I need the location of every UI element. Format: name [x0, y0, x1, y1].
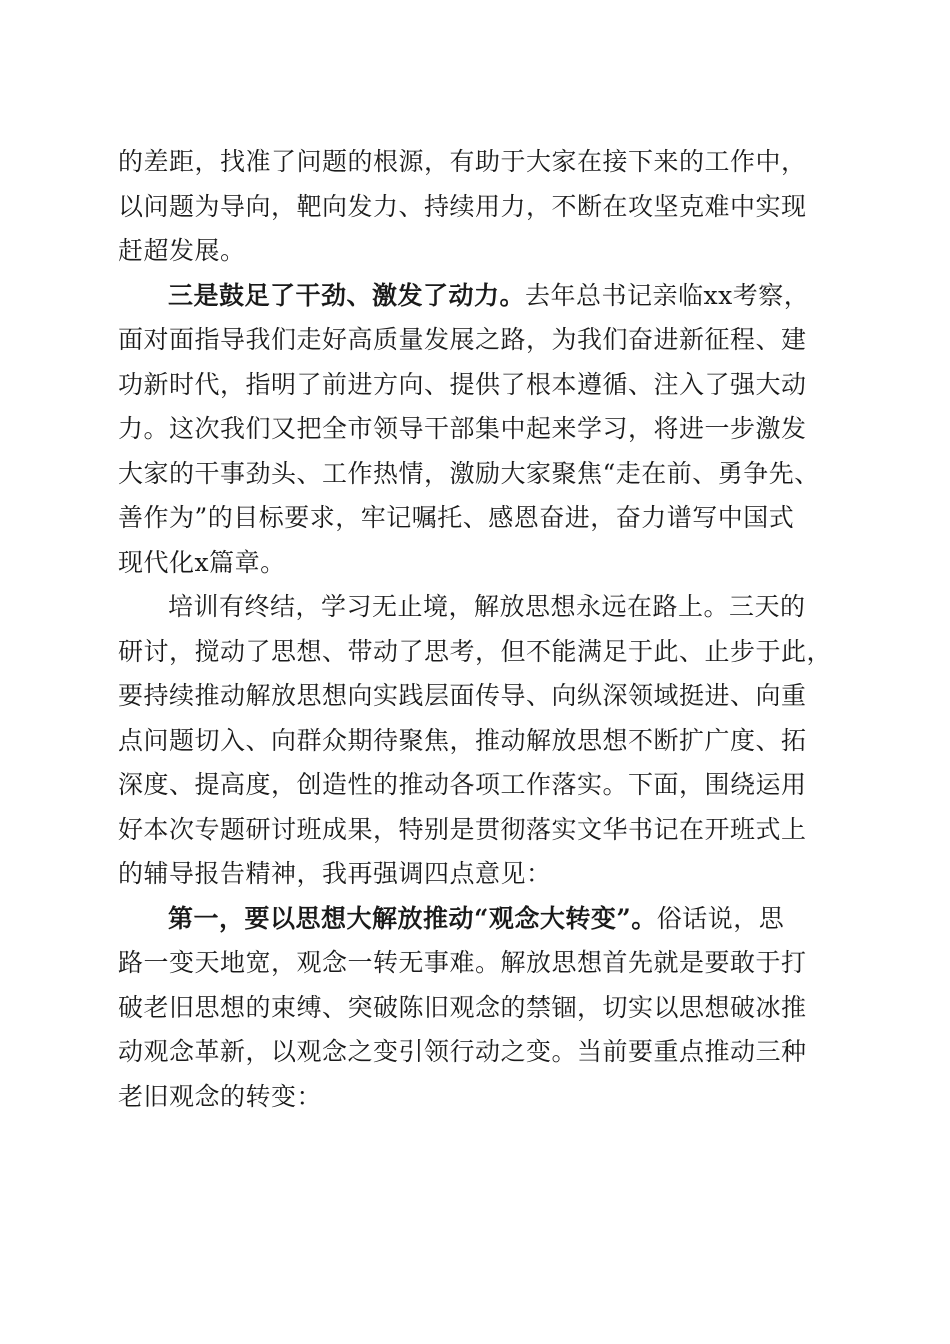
paragraph-4-line: 破老旧思想的束缚、突破陈旧观念的禁锢，切实以思想破冰推 — [118, 992, 807, 1022]
paragraph-4-heading: 第一，要以思想大解放推动“观念大转变”。 — [168, 903, 657, 933]
paragraph-2-first-line — [118, 274, 838, 319]
paragraph-3-line: 研讨，搅动了思想、带动了思考，但不能满足于此、止步于此， — [118, 636, 833, 666]
paragraph-3-line: 好本次专题研讨班成果，特别是贯彻落实文华书记在开班式上 — [118, 814, 807, 844]
paragraph-1-line: 以问题为导向，靶向发力、持续用力，不断在攻坚克难中实现 — [118, 191, 807, 221]
paragraph-3-first-line: 培训有终结，学习无止境，解放思想永远在路上。三天的 — [168, 592, 806, 621]
paragraph-3-line: 点问题切入、向群众期待聚焦，推动解放思想不断扩广度、拓 — [118, 725, 807, 755]
paragraph-2-line: 现代化x篇章。 — [118, 547, 286, 577]
paragraph-2-line: 善作为”的目标要求，牢记嘱托、感恩奋进，奋力谱写中国式 — [118, 503, 795, 532]
paragraph-2-line: 力。这次我们又把全市领导干部集中起来学习，将进一步激发 — [118, 414, 807, 443]
paragraph-2-heading: 三是鼓足了干劲、激发了动力。 — [168, 280, 526, 310]
paragraph-4-first-line-rest: 俗话说，思 — [656, 903, 785, 933]
paragraph-4-line: 路一变天地宽，观念一转无事难。解放思想首先就是要敢于打 — [118, 948, 807, 977]
paragraph-4-line: 老旧观念的转变： — [118, 1081, 323, 1111]
paragraph-3-line: 深度、提高度，创造性的推动各项工作落实。下面，围绕运用 — [118, 770, 807, 799]
paragraph-1-line: 赶超发展。 — [118, 236, 246, 265]
paragraph-4-line: 动观念革新，以观念之变引领行动之变。当前要重点推动三种 — [118, 1037, 807, 1066]
paragraph-2-line: 面对面指导我们走好高质量发展之路，为我们奋进新征程、建 — [118, 325, 807, 354]
body-text — [118, 140, 838, 1119]
paragraph-3-line: 要持续推动解放思想向实践层面传导、向纵深领域挺进、向重 — [118, 681, 807, 710]
paragraph-2-line: 功新时代，指明了前进方向、提供了根本遵循、注入了强大动 — [118, 369, 807, 399]
paragraph-2-first-line-rest: 去年总书记亲临xx考察， — [525, 280, 810, 310]
paragraph-4-first-line — [118, 897, 838, 942]
paragraph-2-line: 大家的干事劲头、工作热情，激励大家聚焦“走在前、勇争先、 — [118, 458, 820, 488]
paragraph-1-line: 的差距，找准了问题的根源，有助于大家在接下来的工作中， — [118, 147, 807, 176]
paragraph-3-line: 的辅导报告精神，我再强调四点意见： — [118, 859, 552, 888]
